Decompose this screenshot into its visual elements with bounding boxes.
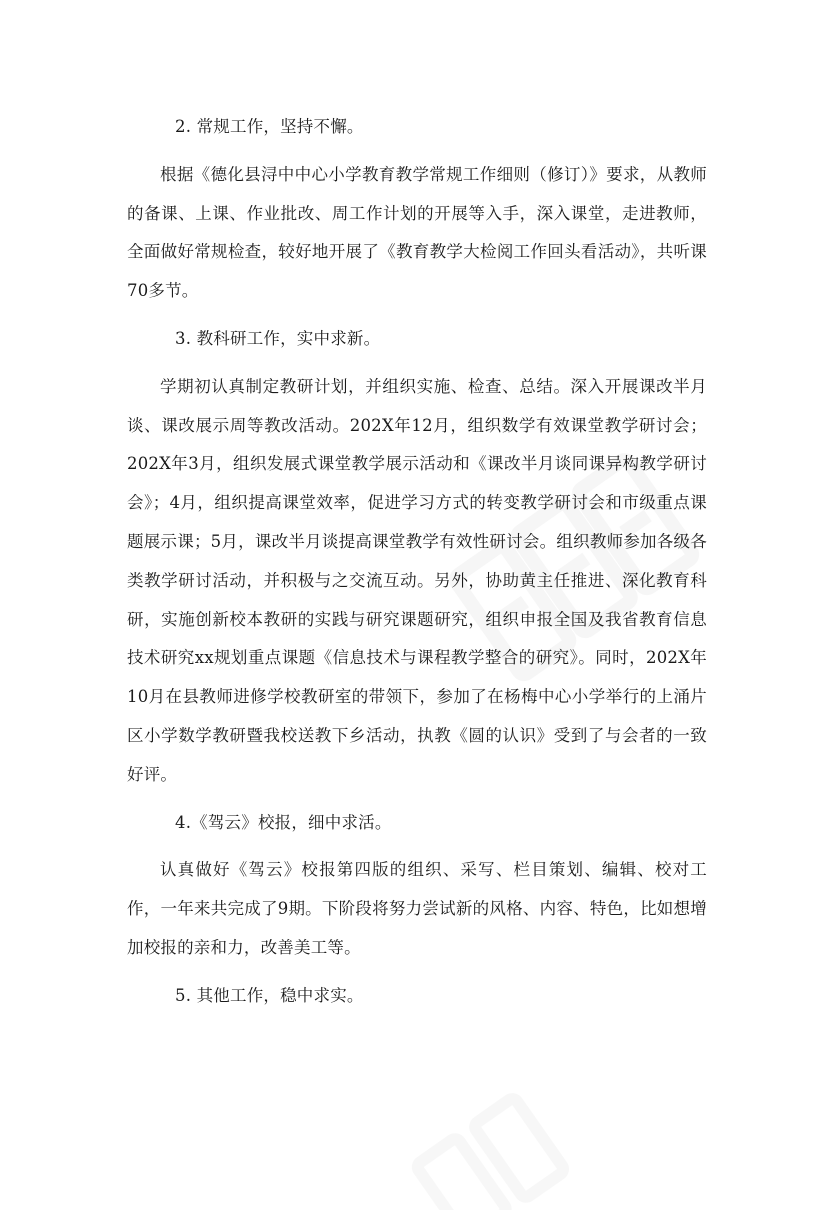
section-heading-5: 5. 其他工作，稳中求实。 <box>175 985 364 1005</box>
section-body-2: 根据《德化县浔中中心小学教育教学常规工作细则（修订）》要求，从教师的备课、上课、作业批改、周工作计划的开展等入手，深入课堂，走进教师，全面做好常规检查，较好地开展了《教育教学大检阅工作回头看活动》，共听课70多节。 <box>127 164 707 301</box>
section-body-3: 学期初认真制定教研计划，并组织实施、检查、总结。深入开展课改半月谈、课改展示周等教改活动。202X年12月，组织数学有效课堂教学研讨会；202X年3月，组织发展式课堂教学展示活动和《课改半月谈同课异构教学研讨会》；4月，组织提高课堂效率，促进学习方式的转变教学研讨会和市级重点课题展示课；5月，课改半月谈提高课堂教学有效性研讨会。组织教师参加各级各类教学研讨活动，并积极与之交流互动。另外，协助黄主任推进、深化教育科研，实施创新校本教研的实践与研究课题研究，组织申报全国及我省教育信息技术研究xx规划重点课题《信息技术与课程教学整合的研究》。同时，202X年10月在县教师进修学校教研室的带领下，参加了在杨梅中心小学举行的上涌片区小学数学教研暨我校送教下乡活动，执教《圆的认识》受到了与会者的一致好评。 <box>127 376 707 784</box>
section-body-4: 认真做好《驾云》校报第四版的组织、采写、栏目策划、编辑、校对工作，一年来共完成了9期。下阶段将努力尝试新的风格、内容、特色，比如想增加校报的亲和力，改善美工等。 <box>127 860 707 957</box>
section-heading-2: 2. 常规工作，坚持不懈。 <box>175 117 364 136</box>
document-body <box>127 108 707 1016</box>
section-heading-3: 3. 教科研工作，实中求新。 <box>175 328 381 348</box>
watermark-fragment-icon <box>400 1090 580 1210</box>
section-heading-4: 4.《驾云》校报，细中求活。 <box>175 812 392 832</box>
